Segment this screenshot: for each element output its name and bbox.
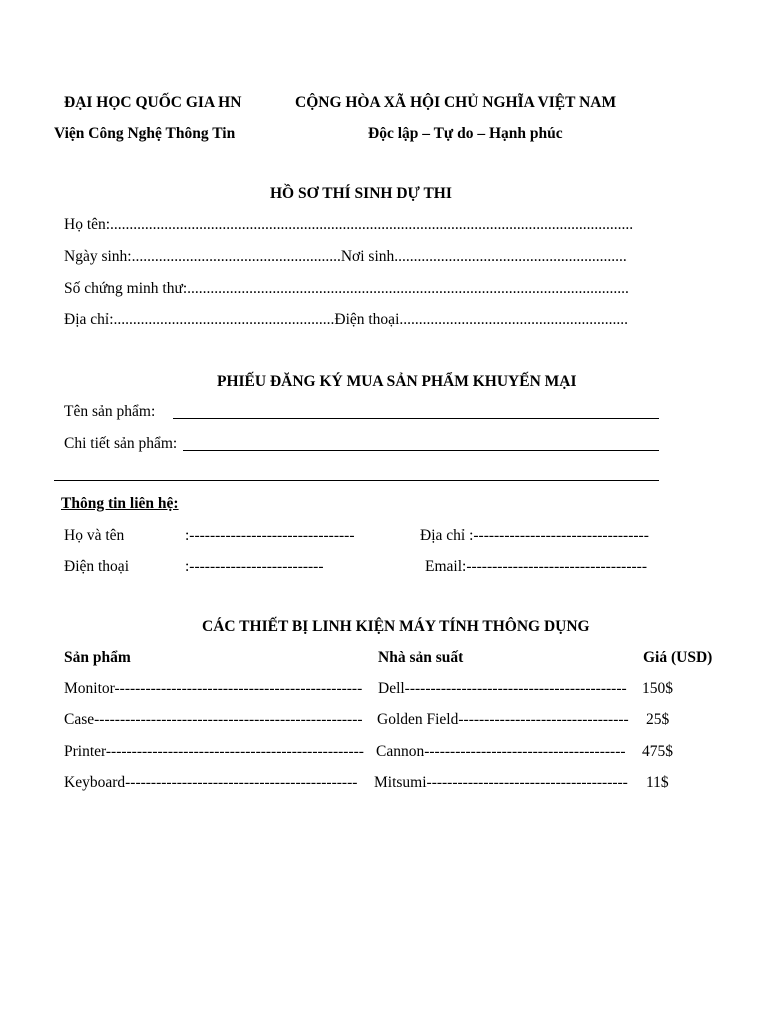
contact-info-title: Thông tin liên hệ: (61, 495, 179, 512)
row-price: 25$ (646, 711, 670, 728)
col-header-price: Giá (USD) (643, 649, 713, 666)
row-product: Keyboard--------------------------------------------- (64, 774, 358, 791)
product-detail-line-2 (54, 480, 659, 481)
product-detail-line (183, 450, 659, 451)
university-name: ĐẠI HỌC QUỐC GIA HN (64, 94, 242, 111)
contact-name-fill: :-------------------------------- (185, 527, 355, 544)
row-maker: Dell------------------------------------------- (378, 680, 627, 697)
field-address-phone: Địa chỉ:.........................................................Điện thoại........................................................... (64, 311, 628, 328)
contact-phone-label: Điện thoại (64, 558, 129, 575)
country-name: CỘNG HÒA XÃ HỘI CHỦ NGHĨA VIỆT NAM (295, 94, 617, 111)
row-maker: Mitsumi--------------------------------------- (374, 774, 628, 791)
contact-name-label: Họ và tên (64, 527, 125, 544)
field-id-number: Số chứng minh thư:.................................................................................................................. (64, 280, 629, 297)
contact-address: Địa chỉ :---------------------------------- (420, 527, 649, 544)
row-product: Printer-------------------------------------------------- (64, 743, 364, 760)
row-maker: Golden Field--------------------------------- (377, 711, 629, 728)
product-name-line (173, 418, 659, 419)
col-header-maker: Nhà sản suất (378, 649, 464, 666)
row-price: 475$ (642, 743, 673, 760)
national-motto: Độc lập – Tự do – Hạnh phúc (368, 125, 563, 142)
row-price: 11$ (646, 774, 669, 791)
col-header-product: Sản phẩm (64, 649, 131, 666)
contact-phone-fill: :-------------------------- (185, 558, 324, 575)
promo-form-title: PHIẾU ĐĂNG KÝ MUA SẢN PHẨM KHUYẾN MẠI (217, 373, 577, 390)
product-detail-label: Chi tiết sản phẩm: (64, 435, 178, 452)
contact-email: Email:----------------------------------- (425, 558, 647, 575)
field-full-name: Họ tên:....................................................................................................................................... (64, 216, 634, 233)
candidate-profile-title: HỒ SƠ THÍ SINH DỰ THI (270, 185, 452, 202)
product-name-label: Tên sản phẩm: (64, 403, 156, 420)
row-price: 150$ (642, 680, 673, 697)
row-product: Monitor------------------------------------------------ (64, 680, 363, 697)
components-title: CÁC THIẾT BỊ LINH KIỆN MÁY TÍNH THÔNG DỤNG (202, 618, 590, 635)
row-maker: Cannon--------------------------------------- (376, 743, 626, 760)
field-birth-date-place: Ngày sinh:......................................................Nơi sinh............................................................ (64, 248, 627, 265)
row-product: Case---------------------------------------------------- (64, 711, 363, 728)
institute-name: Viện Công Nghệ Thông Tin (54, 125, 236, 142)
